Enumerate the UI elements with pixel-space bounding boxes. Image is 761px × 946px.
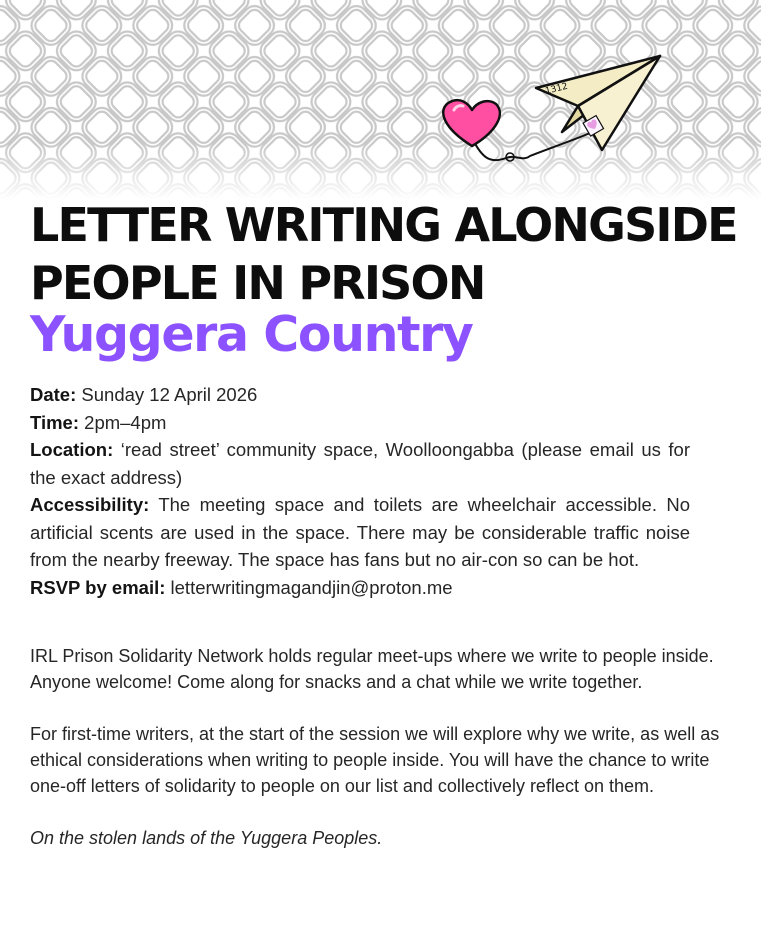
event-description (30, 643, 720, 877)
rsvp-row (30, 574, 690, 602)
time-label: Time: (30, 411, 80, 433)
time-row (30, 409, 690, 437)
heart-icon (443, 100, 500, 146)
date-value: Sunday 12 April 2026 (81, 384, 258, 405)
string-line (472, 128, 602, 160)
time-value: 2pm–4pm (84, 411, 167, 433)
event-details (30, 381, 690, 601)
event-location-country: Yuggera Country (30, 306, 473, 363)
accessibility-row (30, 491, 690, 574)
accessibility-value: The meeting space and toilets are wheelchair accessible. No artificial scents are used in the space. There may be considerable traffic noise from the nearby freeway. The space has fans but no air-con so can be hot. (30, 494, 690, 570)
acknowledgement-of-country: On the stolen lands of the Yuggera Peoples. (30, 828, 383, 848)
date-row (30, 381, 690, 409)
paper-plane-icon (536, 56, 660, 150)
date-label: Date: (30, 384, 77, 405)
plane-stamp-text: 1312 (544, 81, 569, 97)
location-label: Location: (30, 439, 114, 460)
intro-paragraph: IRL Prison Solidarity Network holds regular meet-ups where we write to people inside. Anyone welcome! Come along for snacks and a chat while we write together. (30, 646, 714, 692)
rsvp-email[interactable]: letterwritingmagandjin@proton.me (170, 576, 453, 598)
event-title: LETTER WRITING ALONGSIDE PEOPLE IN PRISON (30, 198, 737, 310)
header-illustration (0, 0, 761, 200)
location-value: ‘read street’ community space, Woolloongabba (please email us for the exact address) (30, 439, 691, 488)
location-row (30, 436, 690, 491)
first-time-writers-paragraph: For first-time writers, at the start of the session we will explore why we write, as well as ethical considerations when writing to people inside. You will have the chance to write one-off letters of solidarity to people on our list and collectively reflect on them. (30, 724, 720, 796)
rsvp-label: RSVP by email: (30, 576, 166, 598)
accessibility-label: Accessibility: (30, 494, 150, 515)
heart-and-paper-plane-doodle (430, 40, 680, 180)
